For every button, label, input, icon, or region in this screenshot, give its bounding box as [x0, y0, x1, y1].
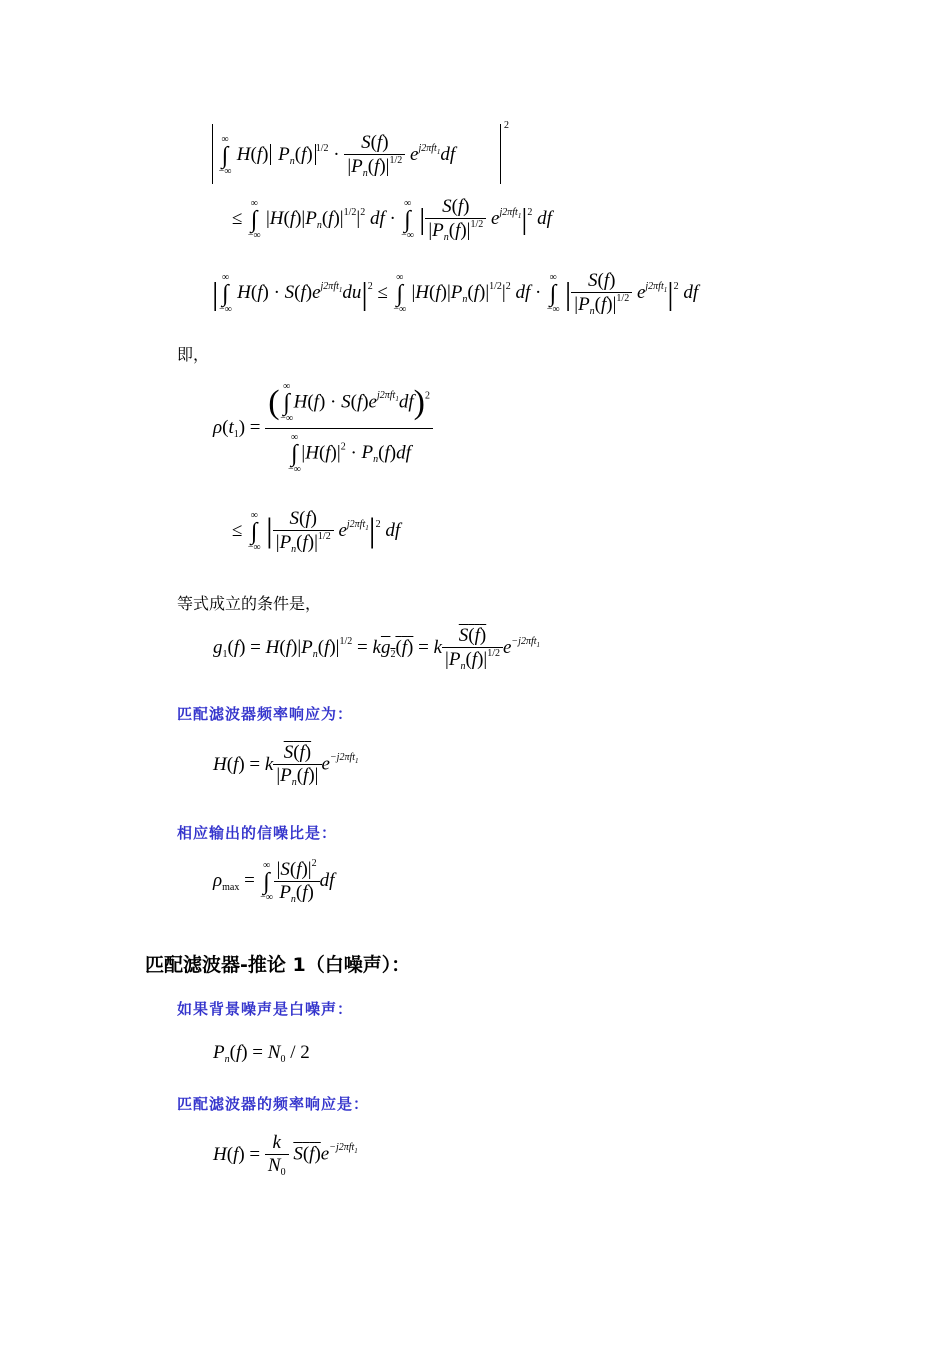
text-condition: 等式成立的条件是， — [177, 594, 322, 613]
equation-8: $\rho_{max}$ = ∞ ∫ −∞ $\frac{|S(f)|^2}{P_n(f)}$ df — [213, 858, 335, 905]
equation-4: $\rho(t_1)$ = ( ∞ ∫ −∞ $H(f) \cdot S(f)e^{j2\pi ft_1}df)^2$ ∞ ∫ −∞ $|H(f)|^2 \cdot P_n(f)df$ — [213, 382, 433, 475]
section-heading: 匹配滤波器-推论 1（白噪声）： — [145, 954, 411, 976]
text-output-snr: 相应输出的信噪比是： — [177, 824, 338, 842]
equation-5: ≤ ∞ ∫ −∞ | $\frac{S(f)}{|P_n(f)|^{1/2}}$ $e^{j2\pi ft_1}|^2$ df — [232, 508, 401, 555]
equation-9: $P_n(f) = N_0 / 2$ — [213, 1042, 310, 1065]
text-ji: 即， — [177, 345, 210, 364]
equation-6: $g_1(f) = H(f)|P_n(f)|^{1/2} = kg_2(f) = k$ $\frac{S(f)}{|P_n(f)|^{1/2}}$ $e^{-j2\pi ft_1}$ — [213, 625, 541, 672]
equation-3: | ∞ ∫ −∞ $H(f) \cdot S(f)e^{j2\pi ft_1}du|^2$ ≤ ∞ ∫ −∞ $|H(f)|P_n(f)|^{1/2}|^2$ df · ∞ ∫ −∞ | $\frac{S(f)}{|P_n(f)|^{1/2}}$ $e^{j2\pi ft_1}|^2$ df — [212, 270, 699, 317]
text-white-noise-if: 如果背景噪声是白噪声： — [177, 1000, 354, 1018]
equation-2: ≤ ∞ ∫ −∞ $|H(f)|P_n(f)|^{1/2}|^2$ df · ∞ ∫ −∞ | $\frac{S(f)}{|P_n(f)|^{1/2}}$ $e^{j2\pi ft_1}|^2$ df — [232, 196, 552, 243]
text-filter-response-2: 匹配滤波器的频率响应是： — [177, 1095, 370, 1113]
equation-10: H(f) = $\frac{k}{N_0}$ $S(f)e^{-j2\pi ft_1}$ — [213, 1132, 358, 1178]
text-filter-response: 匹配滤波器频率响应为： — [177, 705, 354, 723]
equation-7: H(f) = k $\frac{S(f)}{|P_n(f)|}$ $e^{-j2\pi ft_1}$ — [213, 742, 359, 788]
